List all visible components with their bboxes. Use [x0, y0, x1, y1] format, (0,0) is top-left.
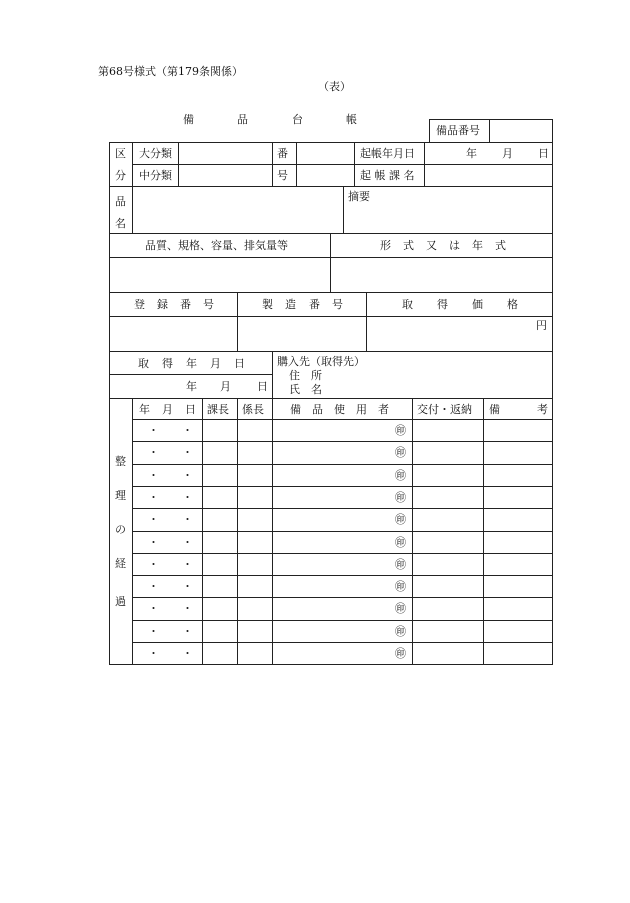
- reg-char: 録: [157, 298, 168, 311]
- history-header-char: 備: [290, 403, 301, 416]
- bun-label: 分: [115, 169, 126, 182]
- date-dot: ・: [148, 602, 159, 615]
- seal-mark: ㊞: [395, 491, 406, 504]
- date-dot: ・: [182, 424, 193, 437]
- date-dot: ・: [182, 647, 193, 660]
- history-header-char: 月: [162, 403, 173, 416]
- model-char: 式: [495, 239, 506, 252]
- date-dot: ・: [182, 469, 193, 482]
- form-number-label: 第68号様式（第179条関係）: [98, 65, 243, 78]
- model-char: 又: [426, 239, 437, 252]
- hin-label: 品: [115, 195, 126, 208]
- date-dot: ・: [148, 625, 159, 638]
- date-dot: ・: [148, 647, 159, 660]
- history-side-char: の: [115, 523, 126, 536]
- seal-mark: ㊞: [395, 558, 406, 571]
- mei-label: 名: [115, 217, 126, 230]
- seal-mark: ㊞: [395, 469, 406, 482]
- seal-mark: ㊞: [395, 536, 406, 549]
- price-char: 格: [507, 298, 518, 311]
- ku-label: 区: [115, 147, 126, 160]
- price-char: 得: [437, 298, 448, 311]
- yen-unit: 円: [536, 319, 547, 332]
- ledger-start-date-label: 起帳年月日: [360, 147, 415, 160]
- day-unit: 日: [538, 147, 549, 160]
- date-dot: ・: [148, 491, 159, 504]
- date-dot: ・: [182, 513, 193, 526]
- date-dot: ・: [148, 580, 159, 593]
- title-char: 品: [237, 113, 248, 126]
- ledger-section-label: 起 帳 課 名: [360, 169, 415, 182]
- date-dot: ・: [148, 513, 159, 526]
- history-header-char: 用: [356, 403, 367, 416]
- seal-mark: ㊞: [395, 424, 406, 437]
- history-header-char: 年: [139, 403, 150, 416]
- gou-label: 号: [277, 169, 288, 182]
- side-label: （表）: [318, 80, 351, 93]
- middle-category-label: 中分類: [139, 169, 172, 182]
- seal-mark: ㊞: [395, 625, 406, 638]
- summary-label: 摘要: [348, 190, 370, 203]
- issue-return-header: 交付・返納: [417, 403, 472, 416]
- acq-day-unit: 日: [257, 380, 268, 393]
- acq-date-char: 月: [210, 357, 221, 370]
- history-side-char: 整: [115, 455, 126, 468]
- price-char: 取: [402, 298, 413, 311]
- history-side-char: 過: [115, 595, 126, 608]
- history-header-char: 考: [537, 403, 548, 416]
- history-header-char: 品: [312, 403, 323, 416]
- date-dot: ・: [182, 602, 193, 615]
- history-side-char: 理: [115, 489, 126, 502]
- subsection-chief-header: 係長: [242, 403, 264, 416]
- title-char: 帳: [346, 113, 357, 126]
- date-dot: ・: [148, 424, 159, 437]
- mfg-char: 造: [285, 298, 296, 311]
- price-char: 価: [472, 298, 483, 311]
- reg-char: 番: [180, 298, 191, 311]
- reg-char: 登: [134, 298, 145, 311]
- purchaser-label: 購入先（取得先）: [277, 355, 365, 368]
- date-dot: ・: [148, 536, 159, 549]
- history-header-char: 日: [185, 403, 196, 416]
- seal-mark: ㊞: [395, 580, 406, 593]
- date-dot: ・: [182, 580, 193, 593]
- month-unit: 月: [502, 147, 513, 160]
- title-char: 備: [183, 113, 194, 126]
- date-dot: ・: [148, 469, 159, 482]
- reg-char: 号: [203, 298, 214, 311]
- date-dot: ・: [182, 558, 193, 571]
- seal-mark: ㊞: [395, 602, 406, 615]
- date-dot: ・: [182, 625, 193, 638]
- history-header-char: 者: [378, 403, 389, 416]
- year-unit: 年: [466, 147, 477, 160]
- equipment-number-label: 備品番号: [436, 124, 480, 137]
- acq-date-char: 年: [186, 357, 197, 370]
- seal-mark: ㊞: [395, 513, 406, 526]
- acq-date-char: 得: [162, 357, 173, 370]
- mfg-char: 番: [309, 298, 320, 311]
- date-dot: ・: [148, 558, 159, 571]
- seal-mark: ㊞: [395, 647, 406, 660]
- acq-year-unit: 年: [186, 380, 197, 393]
- quality-label: 品質、規格、容量、排気量等: [145, 239, 288, 252]
- model-char: は: [449, 239, 460, 252]
- history-side-char: 経: [115, 557, 126, 570]
- acq-date-char: 日: [234, 357, 245, 370]
- seal-mark: ㊞: [395, 446, 406, 459]
- date-dot: ・: [148, 446, 159, 459]
- equipment-number-field[interactable]: [490, 120, 552, 141]
- purchaser-address-label: 住 所: [289, 369, 322, 382]
- history-header-char: 備: [489, 403, 500, 416]
- model-char: 式: [403, 239, 414, 252]
- purchaser-name-label: 氏 名: [289, 383, 322, 396]
- acq-date-char: 取: [138, 357, 149, 370]
- section-chief-header: 課長: [207, 403, 229, 416]
- acq-month-unit: 月: [220, 380, 231, 393]
- date-dot: ・: [182, 491, 193, 504]
- title-char: 台: [292, 113, 303, 126]
- model-char: 年: [472, 239, 483, 252]
- history-header-char: 使: [334, 403, 345, 416]
- mfg-char: 号: [332, 298, 343, 311]
- major-category-label: 大分類: [139, 147, 172, 160]
- model-char: 形: [380, 239, 391, 252]
- date-dot: ・: [182, 536, 193, 549]
- mfg-char: 製: [262, 298, 273, 311]
- ban-label: 番: [277, 147, 288, 160]
- date-dot: ・: [182, 446, 193, 459]
